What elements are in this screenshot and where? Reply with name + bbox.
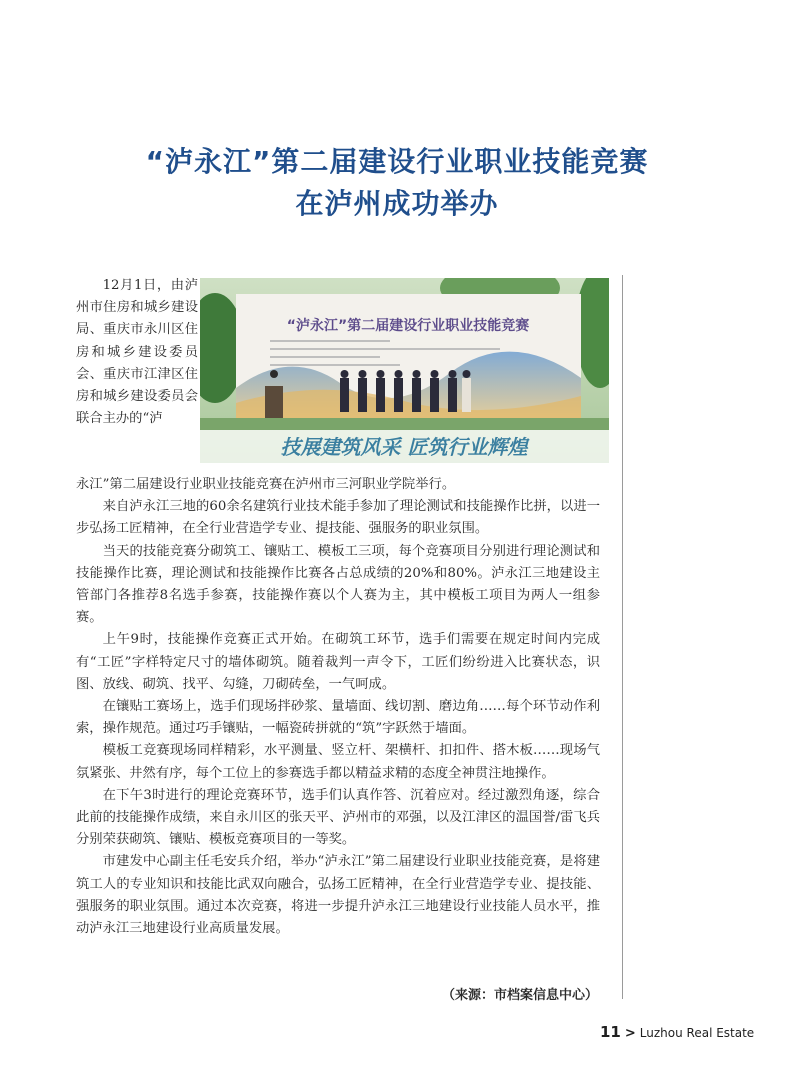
lead-paragraph: 12月1日，由泸州市住房和城乡建设局、重庆市永川区住房和城乡建设委员会、重庆市江津区住房和城乡建设委员会联合主办的“泸 <box>76 278 198 427</box>
page-footer <box>600 1023 754 1043</box>
column-divider <box>622 275 623 999</box>
backdrop-title-text: “泸永江”第二届建设行业职业技能竞赛 <box>286 318 530 334</box>
body-paragraph: 当天的技能竞赛分砌筑工、镶贴工、模板工三项，每个竞赛项目分别进行理论测试和技能操作比赛，理论测试和技能操作比赛各占总成绩的20%和80%。泸永江三地建设主管部门各推荐8名选手参赛，技能操作赛以个人赛为主，其中模板工项目为两人一组参赛。 <box>76 543 600 626</box>
body-paragraph: 在镶贴工赛场上，选手们现场拌砂浆、量墙面、线切割、磨边角……每个环节动作利索，操作规范。通过巧手镶贴，一幅瓷砖拼就的“筑”字跃然于墙面。 <box>76 699 600 737</box>
page-arrow-icon: > <box>624 1026 636 1041</box>
lead-paragraph-column <box>76 275 198 430</box>
body-paragraph: 来自泸永江三地的60余名建筑行业技术能手参加了理论测试和技能操作比拼，以进一步弘扬工匠精神，在全行业营造学专业、提技能、强服务的职业氛围。 <box>76 499 600 537</box>
body-paragraph: 上午9时，技能操作竞赛正式开始。在砌筑工环节，选手们需要在规定时间内完成有“工匠”字样特定尺寸的墙体砌筑。随着裁判一声令下，工匠们纷纷进入比赛状态，识图、放线、砌筑、找平、勾缝，刀砌砖垒，一气呵成。 <box>76 632 600 692</box>
event-photo <box>200 278 609 463</box>
article-body <box>76 474 600 940</box>
body-paragraph: 模板工竞赛现场同样精彩，水平测量、竖立杆、架横杆、扣扣件、搭木板……现场气氛紧张、井然有序，每个工位上的参赛选手都以精益求精的态度全神贯注地操作。 <box>76 743 600 781</box>
article-title-line2: 在泸州成功举办 <box>295 187 499 220</box>
magazine-name: Luzhou Real Estate <box>639 1026 755 1040</box>
article-title-line1: “泸永江”第二届建设行业职业技能竞赛 <box>145 145 649 178</box>
article-source: （来源：市档案信息中心） <box>441 988 598 1003</box>
body-paragraph: 在下午3时进行的理论竞赛环节，选手们认真作答、沉着应对。经过激烈角逐，综合此前的技能操作成绩，来自永川区的张天平、泸州市的邓强，以及江津区的温国誉/雷飞兵分别荣获砌筑、镶贴、模板竞赛项目的一等奖。 <box>76 787 600 848</box>
page-number: 11 <box>600 1023 621 1041</box>
photo-slogan-text: 技展建筑风采 匠筑行业辉煌 <box>280 435 528 459</box>
body-paragraph: 市建发中心副主任毛安兵介绍，举办“泸永江”第二届建设行业职业技能竞赛，是将建筑工人的专业知识和技能比武双向融合，弘扬工匠精神，在全行业营造学专业、提技能、强服务的职业氛围。通过本次竞赛，将进一步提升泸永江三地建设行业技能人员水平，推动泸永江三地建设行业高质量发展。 <box>76 854 600 937</box>
lead-continued: 永江”第二届建设行业职业技能竞赛在泸州市三河职业学院举行。 <box>76 477 456 492</box>
